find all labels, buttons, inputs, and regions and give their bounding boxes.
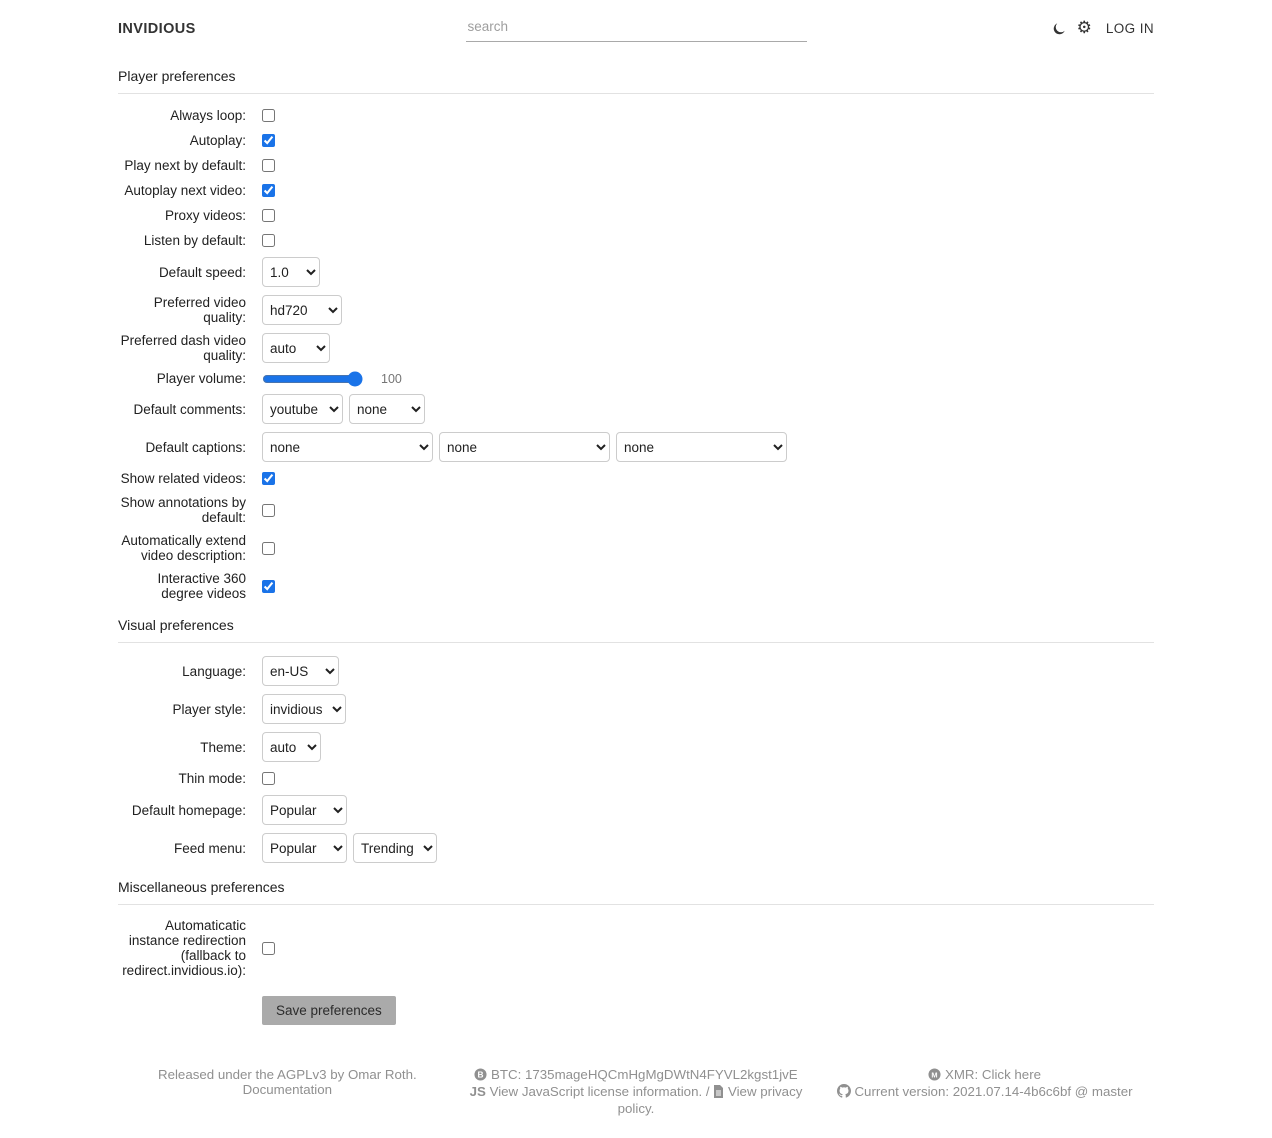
pref-row-autoplay-next [118,182,1154,199]
pref-row-auto-redirect [118,918,1154,978]
search-input[interactable] [466,15,807,42]
site-footer [118,1051,1154,1138]
language-select[interactable] [262,656,339,686]
brand-link[interactable]: INVIDIOUS [118,20,196,37]
section-divider [118,642,1154,643]
video-quality-select[interactable] [262,295,342,325]
misc-preferences-section [118,879,1154,1025]
pref-row-player-volume [118,371,1154,386]
monero-icon [928,1068,941,1084]
pref-row-language [118,656,1154,686]
preferences-gear-icon[interactable]: ⚙ [1076,18,1092,38]
svg-text:B: B [477,1069,484,1080]
pref-label: Automaticatic instance redirection (fallback to redirect.invidious.io): [122,918,246,978]
captions-3-select[interactable] [616,432,787,462]
pref-row-player-style [118,694,1154,724]
pref-label: Language: [182,663,246,679]
pref-label: Player volume: [156,371,246,386]
github-icon [837,1084,851,1101]
pref-label: Default speed: [158,264,246,280]
pref-row-default-captions [118,432,1154,462]
player-preferences-section [118,68,1154,601]
login-link[interactable]: LOG IN [1105,21,1154,36]
autoplay-next-checkbox[interactable] [262,184,275,197]
pref-label: Autoplay next video: [124,183,246,198]
pref-row-feed-menu [118,833,1154,863]
theme-select[interactable] [262,732,321,762]
player-style-select[interactable] [262,694,346,724]
footer-left [118,1067,457,1116]
preferences-form [118,68,1154,1025]
pref-label: Thin mode: [178,771,246,786]
pref-row-always-loop [118,107,1154,124]
pref-label: Show annotations by default: [120,495,246,525]
pref-label: Autoplay: [189,133,246,148]
license-text: Released under the AGPLv3 by Omar Roth. [157,1067,417,1082]
pref-label: Feed menu: [173,840,246,856]
pref-row-theme [118,732,1154,762]
pref-label: Show related videos: [120,471,246,486]
xmr-line [815,1067,1154,1084]
invidious-preferences-page [118,0,1154,1138]
pref-label: Always loop: [170,108,246,123]
pref-row-default-speed [118,257,1154,287]
svg-text:M: M [931,1070,938,1080]
listen-default-checkbox[interactable] [262,234,275,247]
auto-redirect-checkbox[interactable] [262,942,275,955]
section-title-player: Player preferences [118,68,236,84]
xmr-label: XMR: [944,1067,982,1082]
dark-mode-moon-icon[interactable] [1052,22,1066,36]
captions-1-select[interactable] [262,432,433,462]
visual-preferences-section [118,617,1154,863]
pref-label: Listen by default: [143,233,246,248]
top-nav [118,0,1154,52]
footer-right [815,1067,1154,1116]
comments-source-1-select[interactable] [262,394,343,424]
pref-label: Proxy videos: [164,208,246,223]
version-text: Current version: 2021.07.14-4b6c6bf @ master [854,1084,1133,1099]
default-homepage-select[interactable] [262,795,347,825]
search-form [466,15,807,42]
pref-label: Default captions: [145,439,246,455]
pref-row-video-quality [118,295,1154,325]
proxy-videos-checkbox[interactable] [262,209,275,222]
save-preferences-button[interactable]: Save preferences [262,996,396,1025]
pref-row-vr-mode [118,571,1154,601]
pref-row-proxy-videos [118,207,1154,224]
pref-row-default-homepage [118,795,1154,825]
pref-label: Default homepage: [131,802,246,818]
javascript-icon: JS [469,1084,486,1099]
pref-row-related-videos [118,470,1154,487]
vr-mode-checkbox[interactable] [262,580,275,593]
version-line [815,1084,1154,1101]
section-divider [118,904,1154,905]
xmr-link[interactable]: Click here [981,1067,1042,1082]
pref-row-play-next [118,157,1154,174]
footer-middle [467,1067,806,1116]
pref-row-dash-quality [118,333,1154,363]
player-volume-slider[interactable] [262,372,363,386]
privacy-file-icon [713,1085,724,1101]
extend-description-checkbox[interactable] [262,542,275,555]
nav-right [1052,20,1154,37]
documentation-link[interactable]: Documentation [242,1082,333,1097]
dash-quality-select[interactable] [262,333,330,363]
play-next-checkbox[interactable] [262,159,275,172]
privacy-policy-link[interactable]: View privacy policy. [617,1084,803,1116]
pref-label: Automatically extend video description: [121,533,246,563]
btc-address: BTC: 1735mageHQCmHgMgDWtN4FYVL2kgst1jvE [491,1067,798,1082]
feed-menu-1-select[interactable] [262,833,347,863]
pref-row-default-comments [118,394,1154,424]
default-speed-select[interactable] [262,257,320,287]
pref-row-listen-default [118,232,1154,249]
autoplay-checkbox[interactable] [262,134,275,147]
section-divider [118,93,1154,94]
pref-label: Play next by default: [124,158,246,173]
section-title-misc: Miscellaneous preferences [118,879,285,895]
annotations-checkbox[interactable] [262,504,275,517]
captions-2-select[interactable] [439,432,610,462]
volume-value: 100 [381,371,402,386]
pref-label: Preferred dash video quality: [120,333,246,363]
pref-label: Interactive 360 degree videos [157,571,246,601]
pref-row-autoplay [118,132,1154,149]
related-videos-checkbox[interactable] [262,472,275,485]
comments-source-2-select[interactable] [349,394,425,424]
btc-line [467,1067,806,1084]
js-license-link[interactable]: View JavaScript license information. [489,1084,703,1099]
pref-row-annotations [118,495,1154,525]
pref-row-extend-description [118,533,1154,563]
legal-line [467,1084,806,1116]
pref-label: Preferred video quality: [153,295,246,325]
thin-mode-checkbox[interactable] [262,772,275,785]
pref-label: Player style: [172,701,246,717]
pref-label: Theme: [200,739,246,755]
section-title-visual: Visual preferences [118,617,234,633]
always-loop-checkbox[interactable] [262,109,275,122]
feed-menu-2-select[interactable] [353,833,437,863]
save-row [118,996,1154,1025]
pref-row-thin-mode [118,770,1154,787]
bitcoin-icon [474,1068,487,1084]
pref-label: Default comments: [133,401,246,417]
separator: / [702,1084,714,1099]
